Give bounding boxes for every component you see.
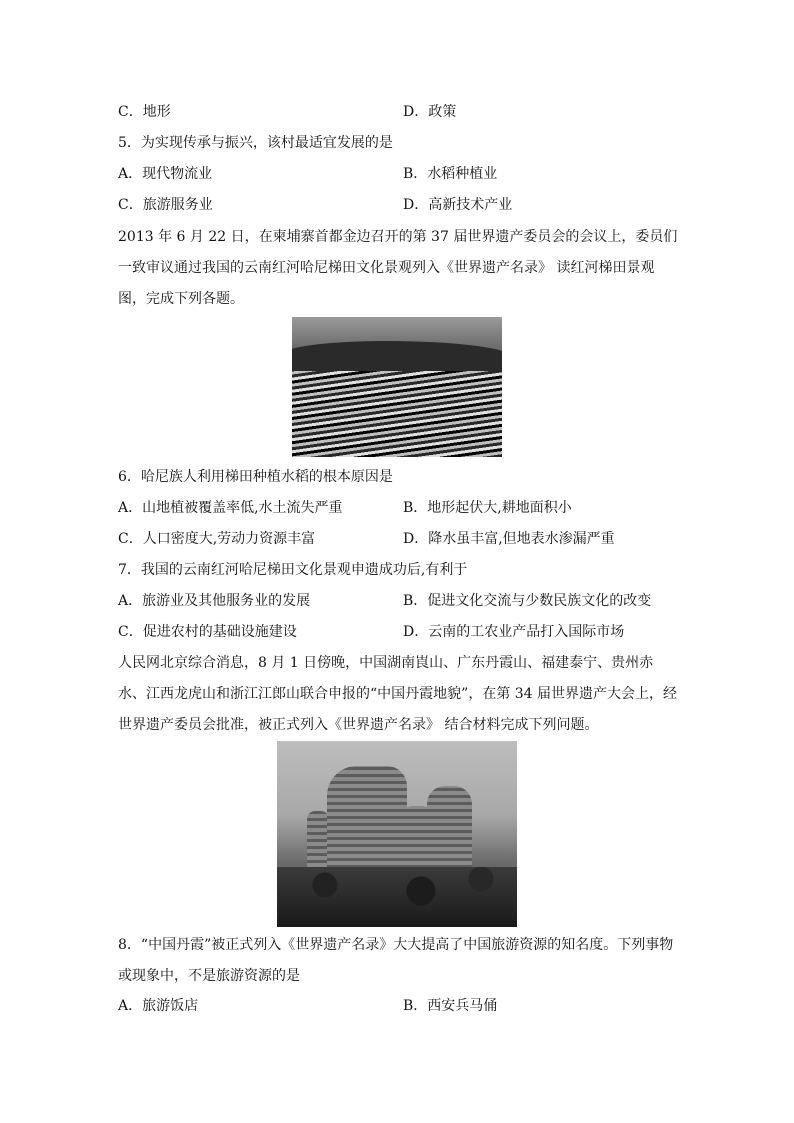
q7-option-c: C．促进农村的基础设施建设 (118, 624, 297, 640)
q8-stem: 8．“中国丹霞”被正式列入《世界遗产名录》大大提高了中国旅游资源的知名度。下列事物或现象中，不是旅游资源的是 (118, 937, 674, 984)
q5-option-d: D．高新技术产业 (403, 197, 513, 213)
q5-option-a: A．现代物流业 (118, 166, 213, 182)
passage-hani-terraces: 2013 年 6 月 22 日，在柬埔寨首都金边召开的第 37 届世界遗产委员会的会议上，委员们一致审议通过我国的云南红河哈尼梯田文化景观列入《世界遗产名录》 读红河梯田景观图，完成下列各题。 (118, 229, 678, 307)
passage-danxia: 人民网北京综合消息，8 月 1 日傍晚，中国湖南崀山、广东丹霞山、福建泰宁、贵州赤水、江西龙虎山和浙江江郎山联合申报的“中国丹霞地貌”，在第 34 届世界遗产大会上，经世界遗产委员会批准，被正式列入《世界遗产名录》 结合材料完成下列问题。 (118, 655, 678, 733)
q7-option-a: A．旅游业及其他服务业的发展 (118, 593, 311, 609)
q8-option-b: B．西安兵马俑 (403, 998, 498, 1014)
terrace-landscape-image (292, 317, 502, 457)
q6-option-d: D．降水虽丰富,但地表水渗漏严重 (403, 531, 615, 547)
q5-option-c: C．旅游服务业 (118, 197, 213, 213)
q8-option-a: A．旅游饭店 (118, 998, 199, 1014)
danxia-forest (277, 867, 517, 927)
terrace-ridge (292, 341, 502, 371)
q6-stem: 6．哈尼族人利用梯田种植水稻的根本原因是 (118, 469, 393, 485)
q7-stem: 7．我国的云南红河哈尼梯田文化景观申遗成功后,有利于 (118, 562, 468, 578)
q5-option-b: B．水稻种植业 (403, 166, 498, 182)
q6-option-b: B．地形起伏大,耕地面积小 (403, 500, 572, 516)
q7-option-b: B．促进文化交流与少数民族文化的改变 (403, 593, 652, 609)
danxia-landform-image (277, 741, 517, 927)
q7-option-d: D．云南的工农业产品打入国际市场 (403, 624, 625, 640)
q4-option-c: C．地形 (118, 104, 171, 120)
q6-option-a: A．山地植被覆盖率低,水土流失严重 (118, 500, 343, 516)
q5-stem: 5．为实现传承与振兴，该村最适宜发展的是 (118, 135, 393, 151)
q4-option-d: D．政策 (403, 104, 457, 120)
q6-option-c: C．人口密度大,劳动力资源丰富 (118, 531, 316, 547)
